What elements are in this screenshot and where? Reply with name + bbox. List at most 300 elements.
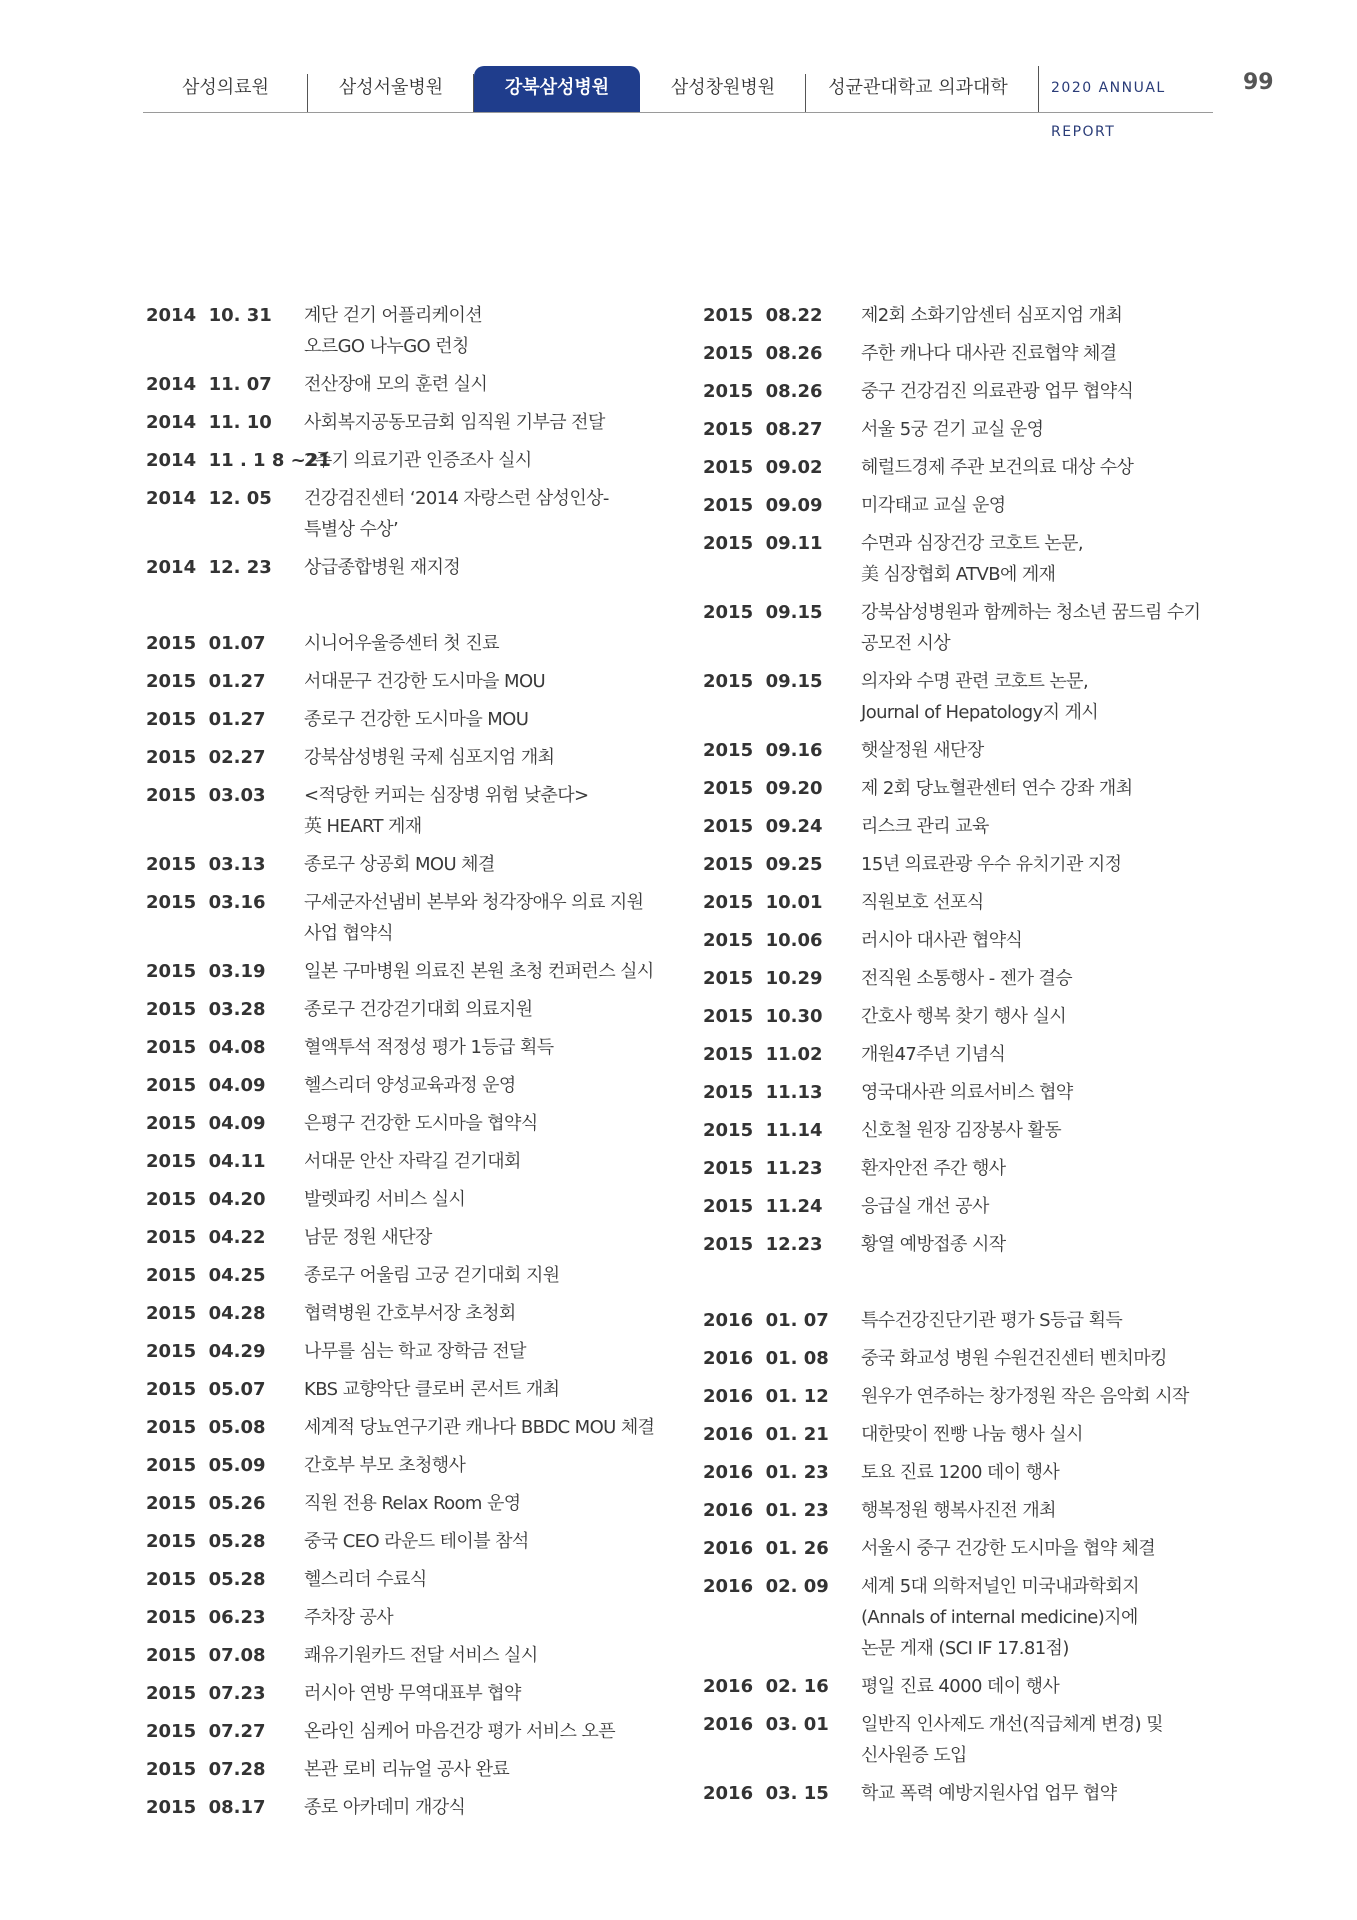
timeline-entry [146, 994, 706, 1025]
entry-description [304, 1412, 674, 1443]
entry-description-line: 제2회 소화기암센터 심포지엄 개최 [861, 305, 1123, 326]
tab-samsung-seoul-hospital[interactable]: 삼성서울병원 [308, 66, 474, 112]
timeline-entry [146, 1526, 706, 1557]
entry-date: 2014 11 . 1 8 ~21 [146, 450, 331, 471]
timeline-entry [146, 407, 706, 438]
timeline-entry [703, 1153, 1263, 1184]
entry-description-line: Journal of Hepatology지 게시 [861, 702, 1099, 723]
entry-description-line: 강북삼성병원과 함께하는 청소년 꿈드림 수기 [861, 602, 1201, 623]
entry-description-line: 행복정원 행복사진전 개최 [861, 1500, 1056, 1521]
timeline-entry [146, 1184, 706, 1215]
timeline-entry [703, 1457, 1263, 1488]
entry-date: 2015 04.11 [146, 1151, 266, 1172]
entry-description [861, 1709, 1221, 1771]
entry-description [861, 1671, 1221, 1702]
timeline-entry [703, 376, 1263, 407]
entry-date: 2015 05.28 [146, 1569, 266, 1590]
entry-date: 2015 07.08 [146, 1645, 266, 1666]
entry-description [861, 338, 1221, 369]
entry-description-line: 서울 5궁 걷기 교실 운영 [861, 419, 1044, 440]
entry-description-line: 혈액투석 적정성 평가 1등급 획득 [304, 1037, 554, 1058]
entry-description [304, 1108, 674, 1139]
entry-date: 2015 11.23 [703, 1158, 823, 1179]
entry-description [861, 811, 1221, 842]
entry-date: 2015 03.19 [146, 961, 266, 982]
entry-date: 2015 05.09 [146, 1455, 266, 1476]
entry-description [861, 490, 1221, 521]
timeline-entry [146, 1260, 706, 1291]
entry-date: 2016 01. 12 [703, 1386, 829, 1407]
entry-description [304, 1184, 674, 1215]
entry-description [861, 452, 1221, 483]
entry-date: 2015 06.23 [146, 1607, 266, 1628]
entry-description-line: 발렛파킹 서비스 실시 [304, 1189, 466, 1210]
entry-description [861, 1077, 1221, 1108]
entry-description-line: 협력병원 간호부서장 초청회 [304, 1303, 516, 1324]
entry-description-line: 특별상 수상’ [304, 519, 399, 540]
entry-description-line: 토요 진료 1200 데이 행사 [861, 1462, 1060, 1483]
entry-description-line: 중국 CEO 라운드 테이블 참석 [304, 1531, 529, 1552]
entry-description-line: (Annals of internal medicine)지에 [861, 1607, 1138, 1628]
timeline-entry [146, 1336, 706, 1367]
entry-description [304, 1298, 674, 1329]
entry-description-line: 중국 화교성 병원 수원건진센터 벤치마킹 [861, 1348, 1167, 1369]
entry-date: 2015 03.13 [146, 854, 266, 875]
entry-date: 2015 09.02 [703, 457, 823, 478]
timeline-entry [703, 1381, 1263, 1412]
entry-date: 2016 01. 23 [703, 1462, 829, 1483]
timeline-entry [146, 552, 706, 583]
entry-date: 2014 11. 07 [146, 374, 272, 395]
entry-description-line: 남문 정원 새단장 [304, 1227, 432, 1248]
tab-skku-medicine[interactable]: 성균관대학교 의과대학 [828, 77, 1008, 98]
entry-date: 2015 08.27 [703, 419, 823, 440]
entry-date: 2015 04.09 [146, 1075, 266, 1096]
timeline-entry [703, 849, 1263, 880]
entry-description [304, 1146, 674, 1177]
timeline-entry [703, 528, 1263, 590]
entry-description [861, 1381, 1221, 1412]
timeline-entry [146, 666, 706, 697]
entry-description [304, 1222, 674, 1253]
entry-description-line: 세계 5대 의학저널인 미국내과학회지 [861, 1576, 1140, 1597]
entry-description-line: 간호사 행복 찾기 행사 실시 [861, 1006, 1067, 1027]
entry-description-line: 러시아 대사관 협약식 [861, 930, 1023, 951]
timeline-entry [703, 811, 1263, 842]
timeline-entry [703, 925, 1263, 956]
entry-description [861, 1001, 1221, 1032]
timeline-entry [146, 483, 706, 545]
entry-description [304, 407, 674, 438]
timeline-entry [146, 1716, 706, 1747]
entry-description-line: 미각태교 교실 운영 [861, 495, 1006, 516]
entry-description-line: 헤럴드경제 주관 보건의료 대상 수상 [861, 457, 1134, 478]
entry-description-line: 특수건강진단기관 평가 S등급 획득 [861, 1310, 1123, 1331]
entry-description-line: 헬스리더 수료식 [304, 1569, 427, 1590]
timeline-entry [146, 780, 706, 842]
entry-description-line: 사회복지공동모금회 임직원 기부금 전달 [304, 412, 605, 433]
entry-description [304, 956, 674, 987]
entry-date: 2015 09.11 [703, 533, 823, 554]
entry-description [304, 1032, 674, 1063]
entry-description-line: 계단 걷기 어플리케이션 [304, 305, 483, 326]
timeline-entry [703, 597, 1263, 659]
entry-description-line: 본관 로비 리뉴얼 공사 완료 [304, 1759, 510, 1780]
entry-date: 2015 04.09 [146, 1113, 266, 1134]
entry-description [304, 369, 674, 400]
timeline-entry [703, 1571, 1263, 1664]
entry-description [861, 597, 1221, 659]
entry-description-line: 황열 예방접종 시작 [861, 1234, 1006, 1255]
entry-date: 2016 01. 21 [703, 1424, 829, 1445]
timeline-entry [146, 1298, 706, 1329]
tab-samsung-changwon-hospital[interactable]: 삼성창원병원 [640, 66, 806, 112]
entry-description-line: 건강검진센터 ‘2014 자랑스런 삼성인상- [304, 488, 609, 509]
entry-date: 2015 01.27 [146, 709, 266, 730]
timeline-entry [703, 1305, 1263, 1336]
entry-description [304, 1716, 674, 1747]
entry-date: 2016 01. 07 [703, 1310, 829, 1331]
entry-date: 2015 05.08 [146, 1417, 266, 1438]
entry-description-line: 러시아 연방 무역대표부 협약 [304, 1683, 521, 1704]
timeline-entry [703, 1709, 1263, 1771]
timeline-entry [146, 1374, 706, 1405]
timeline-entry [703, 1778, 1263, 1809]
entry-description [861, 1343, 1221, 1374]
entry-date: 2015 07.28 [146, 1759, 266, 1780]
entry-description-line: 은평구 건강한 도시마을 협약식 [304, 1113, 538, 1134]
entry-date: 2015 05.07 [146, 1379, 266, 1400]
entry-description-line: 구세군자선냄비 본부와 청각장애우 의료 지원 [304, 892, 644, 913]
entry-description-line: 일본 구마병원 의료진 본원 초청 컨퍼런스 실시 [304, 961, 654, 982]
entry-description [304, 780, 674, 842]
entry-description [304, 1602, 674, 1633]
entry-description-line: 종로구 건강한 도시마을 MOU [304, 709, 529, 730]
entry-description [304, 994, 674, 1025]
entry-date: 2015 09.15 [703, 602, 823, 623]
entry-description-line: 전직원 소통행사 - 젠가 결승 [861, 968, 1073, 989]
entry-description [304, 1336, 674, 1367]
entry-description [304, 742, 674, 773]
entry-date: 2015 11.13 [703, 1082, 823, 1103]
entry-description [304, 445, 674, 476]
entry-description [304, 552, 674, 583]
timeline-entry [146, 1792, 706, 1823]
entry-description-line: 주차장 공사 [304, 1607, 394, 1628]
entry-description [304, 1450, 674, 1481]
entry-description-line: 리스크 관리 교육 [861, 816, 989, 837]
timeline-entry [703, 773, 1263, 804]
entry-description [304, 1564, 674, 1595]
timeline-entry [146, 887, 706, 949]
timeline-entry [146, 849, 706, 880]
entry-date: 2015 03.03 [146, 785, 266, 806]
entry-date: 2015 11.02 [703, 1044, 823, 1065]
entry-description [861, 925, 1221, 956]
entry-description [304, 1792, 674, 1823]
timeline-entry [703, 1343, 1263, 1374]
entry-description [861, 887, 1221, 918]
entry-description [861, 1305, 1221, 1336]
entry-description-line: 온라인 심케어 마음건강 평가 서비스 오픈 [304, 1721, 616, 1742]
timeline-entry [703, 1077, 1263, 1108]
entry-date: 2015 08.17 [146, 1797, 266, 1818]
entry-description-line: 영국대사관 의료서비스 협약 [861, 1082, 1073, 1103]
entry-date: 2015 12.23 [703, 1234, 823, 1255]
entry-date: 2015 07.27 [146, 1721, 266, 1742]
entry-date: 2016 02. 16 [703, 1676, 829, 1697]
timeline-entry [703, 1419, 1263, 1450]
entry-description [861, 666, 1221, 728]
entry-description [304, 483, 674, 545]
timeline-entry [146, 1070, 706, 1101]
entry-description [861, 849, 1221, 880]
entry-description [304, 887, 674, 949]
timeline-entry [146, 628, 706, 659]
entry-description-line: 제 2회 당뇨혈관센터 연수 강좌 개최 [861, 778, 1133, 799]
entry-description-line: 英 HEART 게재 [304, 816, 422, 837]
timeline-entry [146, 1108, 706, 1139]
entry-description [861, 1778, 1221, 1809]
timeline-entry [146, 1032, 706, 1063]
page-number: 99 [1243, 70, 1274, 95]
timeline-entry [146, 1222, 706, 1253]
timeline-entry [146, 369, 706, 400]
entry-date: 2015 09.15 [703, 671, 823, 692]
entry-date: 2015 07.23 [146, 1683, 266, 1704]
entry-description [861, 1571, 1221, 1664]
entry-description [861, 963, 1221, 994]
entry-description-line: 중구 건강검진 의료관광 업무 협약식 [861, 381, 1134, 402]
timeline-entry [146, 1640, 706, 1671]
entry-description [861, 1457, 1221, 1488]
entry-description-line: 환자안전 주간 행사 [861, 1158, 1006, 1179]
timeline-entry [703, 963, 1263, 994]
entry-description-line: 직원 전용 Relax Room 운영 [304, 1493, 521, 1514]
timeline-entry [703, 1039, 1263, 1070]
entry-description-line: 대한맞이 찐빵 나눔 행사 실시 [861, 1424, 1083, 1445]
timeline-entry [146, 1754, 706, 1785]
entry-description-line: 오르GO 나누GO 런칭 [304, 336, 469, 357]
entry-date: 2015 08.26 [703, 381, 823, 402]
entry-date: 2015 10.01 [703, 892, 823, 913]
entry-description-line: 의자와 수명 관련 코호트 논문, [861, 671, 1089, 692]
timeline-entry [703, 300, 1263, 331]
entry-date: 2016 02. 09 [703, 1576, 829, 1597]
entry-date: 2015 04.22 [146, 1227, 266, 1248]
entry-description-line: 학교 폭력 예방지원사업 업무 협약 [861, 1783, 1117, 1804]
entry-date: 2015 04.28 [146, 1303, 266, 1324]
entry-description-line: 전산장애 모의 훈련 실시 [304, 374, 488, 395]
entry-description [861, 1533, 1221, 1564]
entry-date: 2015 01.27 [146, 671, 266, 692]
entry-description [304, 1488, 674, 1519]
timeline-entry [703, 1495, 1263, 1526]
timeline-entry [703, 1191, 1263, 1222]
entry-date: 2015 10.30 [703, 1006, 823, 1027]
entry-date: 2015 09.09 [703, 495, 823, 516]
entry-description-line: 종로구 상공회 MOU 체결 [304, 854, 495, 875]
entry-description-line: 상급종합병원 재지정 [304, 557, 461, 578]
entry-date: 2015 09.24 [703, 816, 823, 837]
entry-description [861, 300, 1221, 331]
entry-description-line: 美 심장협회 ATVB에 게재 [861, 564, 1056, 585]
entry-description [861, 414, 1221, 445]
entry-date: 2015 08.22 [703, 305, 823, 326]
entry-description-line: 2주기 의료기관 인증조사 실시 [304, 450, 532, 471]
entry-date: 2015 11.24 [703, 1196, 823, 1217]
entry-description-line: 나무를 심는 학교 장학금 전달 [304, 1341, 526, 1362]
entry-description [861, 376, 1221, 407]
entry-date: 2014 11. 10 [146, 412, 272, 433]
entry-description-line: 세계적 당뇨연구기관 캐나다 BBDC MOU 체결 [304, 1417, 655, 1438]
entry-description-line: 원우가 연주하는 창가정원 작은 음악회 시작 [861, 1386, 1189, 1407]
entry-date: 2015 03.28 [146, 999, 266, 1020]
timeline-entry [703, 1229, 1263, 1260]
timeline-entry [703, 887, 1263, 918]
entry-description [304, 1260, 674, 1291]
entry-description-line: 평일 진료 4000 데이 행사 [861, 1676, 1060, 1697]
entry-description-line: 시니어우울증센터 첫 진료 [304, 633, 499, 654]
entry-description-line: 신사원증 도입 [861, 1745, 967, 1766]
entry-description [304, 1374, 674, 1405]
timeline-entry [146, 704, 706, 735]
tab-kangbuk-samsung-hospital[interactable]: 강북삼성병원 [474, 66, 640, 112]
timeline-entry [146, 1146, 706, 1177]
section-tabs [143, 66, 1030, 112]
entry-date: 2015 11.14 [703, 1120, 823, 1141]
timeline-entry [703, 338, 1263, 369]
entry-date: 2016 03. 01 [703, 1714, 829, 1735]
entry-description-line: <적당한 커피는 심장병 위험 낮춘다> [304, 785, 589, 806]
entry-description [861, 1039, 1221, 1070]
entry-date: 2014 12. 05 [146, 488, 272, 509]
entry-description-line: 종로구 어울림 고궁 걷기대회 지원 [304, 1265, 560, 1286]
timeline-entry [703, 414, 1263, 445]
entry-date: 2015 09.20 [703, 778, 823, 799]
entry-date: 2015 01.07 [146, 633, 266, 654]
entry-description [304, 628, 674, 659]
entry-description [861, 735, 1221, 766]
timeline-entry [703, 1115, 1263, 1146]
entry-description-line: 수면과 심장건강 코호트 논문, [861, 533, 1083, 554]
entry-description-line: 응급실 개선 공사 [861, 1196, 989, 1217]
timeline-entry [146, 445, 706, 476]
entry-date: 2016 03. 15 [703, 1783, 829, 1804]
entry-description [304, 1640, 674, 1671]
page-header [143, 66, 1213, 140]
entry-description-line: 개원47주년 기념식 [861, 1044, 1006, 1065]
entry-date: 2015 10.06 [703, 930, 823, 951]
entry-description-line: 주한 캐나다 대사관 진료협약 체결 [861, 343, 1117, 364]
entry-description-line: 서대문구 건강한 도시마을 MOU [304, 671, 546, 692]
entry-description [304, 666, 674, 697]
timeline-entry [146, 1678, 706, 1709]
timeline-left-column [146, 300, 706, 1823]
entry-description-line: 쾌유기원카드 전달 서비스 실시 [304, 1645, 538, 1666]
entry-description [861, 1191, 1221, 1222]
entry-date: 2014 10. 31 [146, 305, 272, 326]
timeline-entry [146, 1602, 706, 1633]
entry-date: 2015 09.16 [703, 740, 823, 761]
entry-description-line: 논문 게재 (SCI IF 17.81점) [861, 1638, 1069, 1659]
timeline-entry [146, 1564, 706, 1595]
entry-date: 2016 01. 08 [703, 1348, 829, 1369]
timeline-entry [146, 742, 706, 773]
timeline-entry [703, 1533, 1263, 1564]
entry-description-line: 강북삼성병원 국제 심포지엄 개최 [304, 747, 555, 768]
entry-description [861, 1153, 1221, 1184]
entry-date: 2016 01. 23 [703, 1500, 829, 1521]
entry-date: 2015 05.26 [146, 1493, 266, 1514]
entry-date: 2014 12. 23 [146, 557, 272, 578]
entry-description-line: 종로 아카데미 개강식 [304, 1797, 466, 1818]
timeline-entry [703, 735, 1263, 766]
entry-date: 2015 02.27 [146, 747, 266, 768]
entry-description-line: 햇살정원 새단장 [861, 740, 984, 761]
entry-description-line: 서울시 중구 건강한 도시마을 협약 체결 [861, 1538, 1156, 1559]
entry-description-line: 헬스리더 양성교육과정 운영 [304, 1075, 516, 1096]
entry-description [304, 300, 674, 362]
timeline-entry [146, 956, 706, 987]
entry-date: 2015 04.29 [146, 1341, 266, 1362]
report-title: 2020 ANNUAL REPORT [1038, 66, 1213, 112]
entry-description-line: 직원보호 선포식 [861, 892, 984, 913]
entry-date: 2016 01. 26 [703, 1538, 829, 1559]
timeline-entry [146, 300, 706, 362]
entry-date: 2015 04.08 [146, 1037, 266, 1058]
entry-date: 2015 03.16 [146, 892, 266, 913]
entry-description-line: KBS 교향악단 클로버 콘서트 개최 [304, 1379, 560, 1400]
timeline-entry [146, 1450, 706, 1481]
entry-description-line: 서대문 안산 자락길 걷기대회 [304, 1151, 521, 1172]
tab-samsung-medical-center[interactable]: 삼성의료원 [143, 66, 308, 112]
entry-date: 2015 05.28 [146, 1531, 266, 1552]
timeline-entry [703, 452, 1263, 483]
entry-date: 2015 04.20 [146, 1189, 266, 1210]
entry-description [304, 1678, 674, 1709]
entry-description [861, 1115, 1221, 1146]
entry-description [304, 1070, 674, 1101]
timeline-right-column [703, 300, 1263, 1809]
timeline-entry [703, 490, 1263, 521]
entry-date: 2015 10.29 [703, 968, 823, 989]
entry-description-line: 15년 의료관광 우수 유치기관 지정 [861, 854, 1122, 875]
entry-description [304, 849, 674, 880]
timeline-entry [703, 1001, 1263, 1032]
entry-description-line: 종로구 건강걷기대회 의료지원 [304, 999, 533, 1020]
entry-description [861, 1495, 1221, 1526]
timeline-entry [146, 1412, 706, 1443]
entry-date: 2015 08.26 [703, 343, 823, 364]
entry-description [861, 773, 1221, 804]
timeline-entry [703, 1671, 1263, 1702]
entry-date: 2015 09.25 [703, 854, 823, 875]
entry-description [861, 1229, 1221, 1260]
entry-description-line: 간호부 부모 초청행사 [304, 1455, 466, 1476]
entry-description [304, 1754, 674, 1785]
entry-description [861, 528, 1221, 590]
entry-description [304, 1526, 674, 1557]
entry-description-line: 일반직 인사제도 개선(직급체계 변경) 및 [861, 1714, 1163, 1735]
entry-date: 2015 04.25 [146, 1265, 266, 1286]
entry-description [304, 704, 674, 735]
entry-description-line: 신호철 원장 김장봉사 활동 [861, 1120, 1062, 1141]
timeline-entry [703, 666, 1263, 728]
timeline-entry [146, 1488, 706, 1519]
entry-description-line: 공모전 시상 [861, 633, 951, 654]
entry-description [861, 1419, 1221, 1450]
